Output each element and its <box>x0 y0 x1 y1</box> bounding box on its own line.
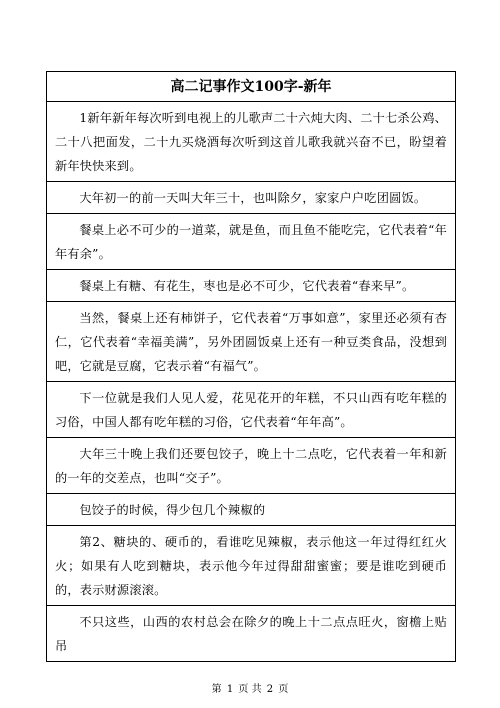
paragraph-8: 包饺子的时候，得少包几个辣椒的 <box>47 494 455 526</box>
footer-prefix: 第 <box>211 684 222 695</box>
footer-mid: 页 共 <box>238 684 262 695</box>
paragraph-5: 当然，餐桌上还有柿饼子，它代表着“万事如意”，家里还必须有杏仁，它代表着“幸福美满”，另外团圆饭桌上还有一种豆类食品，没想到吧，它就是豆腐，它表示着“有福气”。 <box>47 302 455 382</box>
paragraph-10: 不只这些，山西的农村总会在除夕的晚上十二点点旺火，窗檐上贴吊 <box>55 615 447 653</box>
paragraph-1: 1新年新年每次听到电视上的儿歌声二十六炖大肉、二十七杀公鸡、二十八把面发，二十九买烧酒每次听到这首儿歌我就兴奋不已，盼望着新年快快来到。 <box>47 102 455 182</box>
paragraph-7: 大年三十晚上我们还要包饺子，晚上十二点吃，它代表着一年和新的一年的交差点，也叫“交子”。 <box>47 438 455 494</box>
document-title: 高二记事作文100字-新年 <box>47 72 455 102</box>
page-footer <box>0 680 500 695</box>
footer-page-number: 1 <box>226 684 234 695</box>
paragraph-4: 餐桌上有糖、有花生，枣也是必不可少，它代表着“春来早”。 <box>47 270 455 302</box>
footer-total-pages: 2 <box>266 684 274 695</box>
paragraph-6: 下一位就是我们人见人爱，花见花开的年糕，不只山西有吃年糕的习俗，中国人都有吃年糕的习俗，它代表着“年年高”。 <box>47 382 455 438</box>
paragraph-2: 大年初一的前一天叫大年三十，也叫除夕，家家户户吃团圆饭。 <box>47 182 455 214</box>
footer-suffix: 页 <box>278 684 289 695</box>
paragraph-3: 餐桌上必不可少的一道菜，就是鱼，而且鱼不能吃完，它代表着“年年有余”。 <box>47 214 455 270</box>
document-table <box>46 71 456 662</box>
paragraph-9: 第2、糖块的、硬币的，看谁吃见辣椒，表示他这一年过得红红火火；如果有人吃到糖块，表示他今年过得甜甜蜜蜜；要是谁吃到硬币的，表示财源滚滚。 <box>47 526 455 606</box>
